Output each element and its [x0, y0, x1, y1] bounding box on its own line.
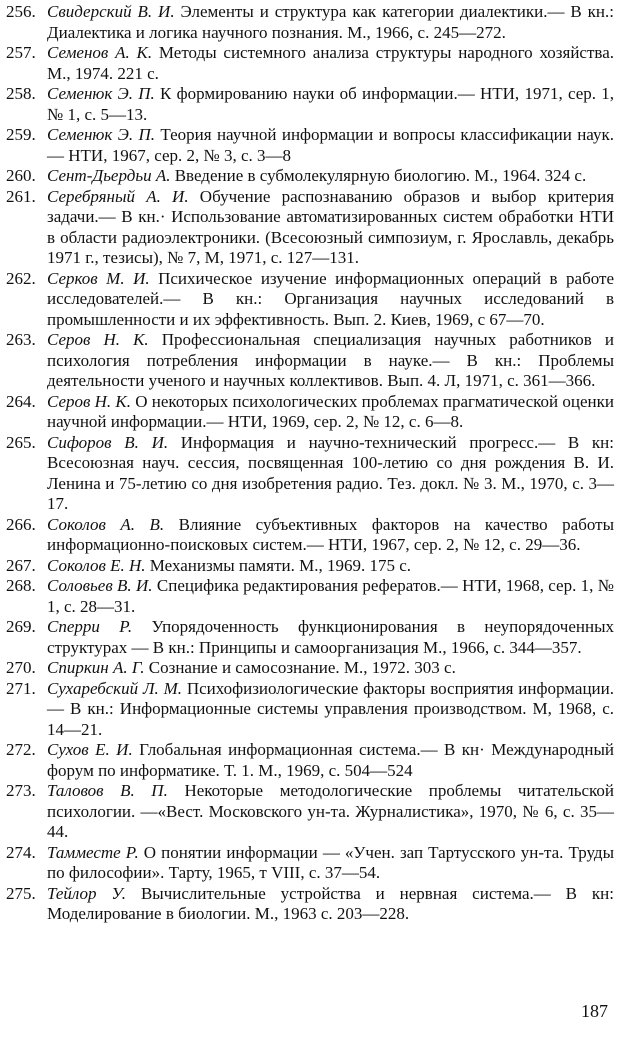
entry-text: Методы системного анализа структуры народного хозяйства. М., 1974. 221 с.	[47, 43, 615, 83]
bibliography-entry	[6, 269, 614, 331]
entry-author: Тамместе Р.	[47, 842, 139, 862]
entry-body	[47, 2, 614, 43]
bibliography-entry	[6, 556, 614, 577]
entry-text: Упорядоченность функционирования в неупорядоченных структурах — В кн.: Принципы и самоорганизация М., 1966, с. 344—357.	[47, 617, 614, 657]
entry-author: Свидерский В. И.	[47, 2, 175, 21]
entry-number: 267.	[6, 555, 36, 575]
entry-number: 271.	[6, 678, 36, 698]
bibliography-entry	[6, 433, 614, 515]
bibliography-entry	[6, 187, 614, 269]
entry-number: 269.	[6, 617, 36, 636]
entry-body	[47, 781, 614, 843]
entry-author: Тейлор У.	[47, 883, 127, 903]
entry-body	[47, 843, 614, 884]
entry-number: 257.	[6, 43, 36, 62]
entry-number: 273.	[6, 781, 36, 800]
entry-author: Соколов Е. Н.	[47, 555, 146, 575]
entry-body	[47, 679, 614, 741]
entry-text: Специфика редактирования рефератов.— НТИ, 1968, сер. 1, № 1, с. 28—31.	[47, 576, 615, 616]
entry-author: Сперри Р.	[47, 617, 133, 636]
bibliography-entry	[6, 2, 614, 43]
entry-text: Вычислительные устройства и нервная система.— В кн: Моделирование в биологии. М., 1963 с. 203—228.	[47, 883, 615, 923]
entry-author: Серебряный А. И.	[47, 186, 189, 206]
entry-author: Семенов А. К.	[47, 43, 153, 62]
entry-text: Информация и научно-технический прогресс.— В кн: Всесоюзная науч. сессия, посвященная 100-летию со дня рождения В. И. Ленина и 75-летию со дня изобретения радио. Тез. докл. № 3. М., 1970, с. 3—17.	[47, 432, 614, 513]
entry-number: 270.	[6, 658, 36, 677]
entry-body	[47, 658, 614, 679]
entry-author: Серков М. И.	[47, 268, 150, 288]
entry-text: Психофизиологические факторы восприятия информации.— В кн.: Информационные системы управления производством. М, 1968, с. 14—21.	[47, 678, 614, 739]
entry-body	[47, 617, 614, 658]
entry-number: 261.	[6, 186, 36, 206]
entry-body	[47, 740, 614, 781]
entry-author: Сент-Дьердьи А.	[47, 166, 171, 185]
bibliography-entry	[6, 740, 614, 781]
entry-author: Семенюк Э. П.	[47, 125, 155, 144]
bibliography-entry	[6, 658, 614, 679]
entry-number: 268.	[6, 576, 36, 595]
entry-text: Глобальная информационная система.— В кн· Международный форум по информатике. Т. 1. М., 1969, с. 504—524	[47, 740, 614, 780]
entry-text: Профессиональная специализация научных работников и психология потребления информации в науке.— В кн.: Проблемы деятельности ученого и научных коллективов. Вып. 4. Л, 1971, с. 361—366.	[47, 330, 615, 390]
bibliography-entry	[6, 43, 614, 84]
entry-number: 258.	[6, 84, 36, 103]
bibliography-entry	[6, 781, 614, 843]
entry-author: Серов Н. К.	[47, 330, 149, 349]
entry-body	[47, 884, 614, 925]
entry-text: О некоторых психологических проблемах прагматической оценки научной информации.— НТИ, 1969, сер. 2, № 12, с. 6—8.	[47, 391, 614, 431]
entry-body	[47, 187, 614, 269]
entry-author: Сифоров В. И.	[47, 432, 169, 452]
entry-author: Сухаребский Л. М.	[47, 678, 182, 698]
bibliography-entry	[6, 884, 614, 925]
entry-text: Сознание и самосознание. М., 1972. 303 с.	[148, 658, 456, 677]
entry-author: Серов Н. К.	[47, 391, 131, 411]
entry-text: К формированию науки об информации.— НТИ, 1971, сер. 1, № 1, с. 5—13.	[47, 84, 615, 124]
entry-number: 260.	[6, 166, 36, 185]
entry-body	[47, 392, 614, 433]
bibliography-entry	[6, 679, 614, 741]
entry-body	[47, 84, 614, 125]
bibliography-entry	[6, 166, 614, 187]
entry-number: 262.	[6, 268, 36, 288]
entry-text: Механизмы памяти. М., 1969. 175 с.	[149, 555, 412, 575]
bibliography-entry	[6, 617, 614, 658]
entry-number: 275.	[6, 883, 36, 903]
entry-number: 256.	[6, 2, 36, 21]
entry-author: Таловов В. П.	[47, 781, 168, 800]
entry-body	[47, 166, 614, 187]
entry-text: Влияние субъективных факторов на качество работы информационно-поисковых систем.— НТИ, 1967, сер. 2, № 12, с. 29—36.	[47, 514, 614, 554]
entry-body	[47, 556, 614, 577]
entry-text: Введение в субмолекулярную биологию. М., 1964. 324 с.	[174, 166, 587, 185]
entry-number: 272.	[6, 740, 36, 759]
entry-number: 263.	[6, 330, 36, 349]
entry-number: 265.	[6, 432, 36, 452]
bibliography-entry	[6, 84, 614, 125]
entry-number: 264.	[6, 391, 36, 411]
entry-body	[47, 433, 614, 515]
entry-body	[47, 576, 614, 617]
bibliography-list	[6, 2, 614, 925]
entry-body	[47, 515, 614, 556]
bibliography-entry	[6, 515, 614, 556]
bibliography-entry	[6, 125, 614, 166]
entry-author: Соловьев В. И.	[47, 576, 153, 595]
bibliography-entry	[6, 576, 614, 617]
bibliography-entry	[6, 392, 614, 433]
entry-number: 274.	[6, 842, 36, 862]
entry-body	[47, 43, 614, 84]
entry-author: Сухов Е. И.	[47, 740, 133, 759]
entry-text: Психическое изучение информационных операций в работе исследователей.— В кн.: Организация научных исследований в промышленности и их эффективность. Вып. 2. Киев, 1969, с 67—70.	[47, 268, 614, 329]
entry-body	[47, 125, 614, 166]
entry-text: Теория научной информации и вопросы классификации наук.— НТИ, 1967, сер. 2, № 3, с. 3—8	[47, 125, 614, 165]
entry-body	[47, 330, 614, 392]
bibliography-entry	[6, 843, 614, 884]
entry-author: Соколов А. В.	[47, 514, 165, 534]
page-number: 187	[581, 1001, 608, 1021]
entry-number: 259.	[6, 125, 36, 144]
entry-text: Обучение распознаванию образов и выбор критерия задачи.— В кн.· Использование автоматизированных систем обработки НТИ в области радиоэлектроники. (Всесоюзный симпозиум, г. Ярославль, декабрь 1971 г., тезисы), № 7, М, 1971, с. 127—131.	[47, 186, 615, 267]
entry-text: Элементы и структура как категории диалектики.— В кн.: Диалектика и логика научного познания. М., 1966, с. 245—272.	[47, 2, 615, 42]
bibliography-entry	[6, 330, 614, 392]
entry-author: Семенюк Э. П.	[47, 84, 155, 103]
entry-text: О понятии информации — «Учен. зап Тартусского ун-та. Труды по философии». Тарту, 1965, т VIII, с. 37—54.	[47, 842, 614, 882]
entry-author: Спиркин А. Г.	[47, 658, 145, 677]
entry-text: Некоторые методологические проблемы читательской психологии. —«Вест. Московского ун-та. Журналистика», 1970, № 6, с. 35—44.	[47, 781, 615, 841]
entry-body	[47, 269, 614, 331]
entry-number: 266.	[6, 514, 36, 534]
